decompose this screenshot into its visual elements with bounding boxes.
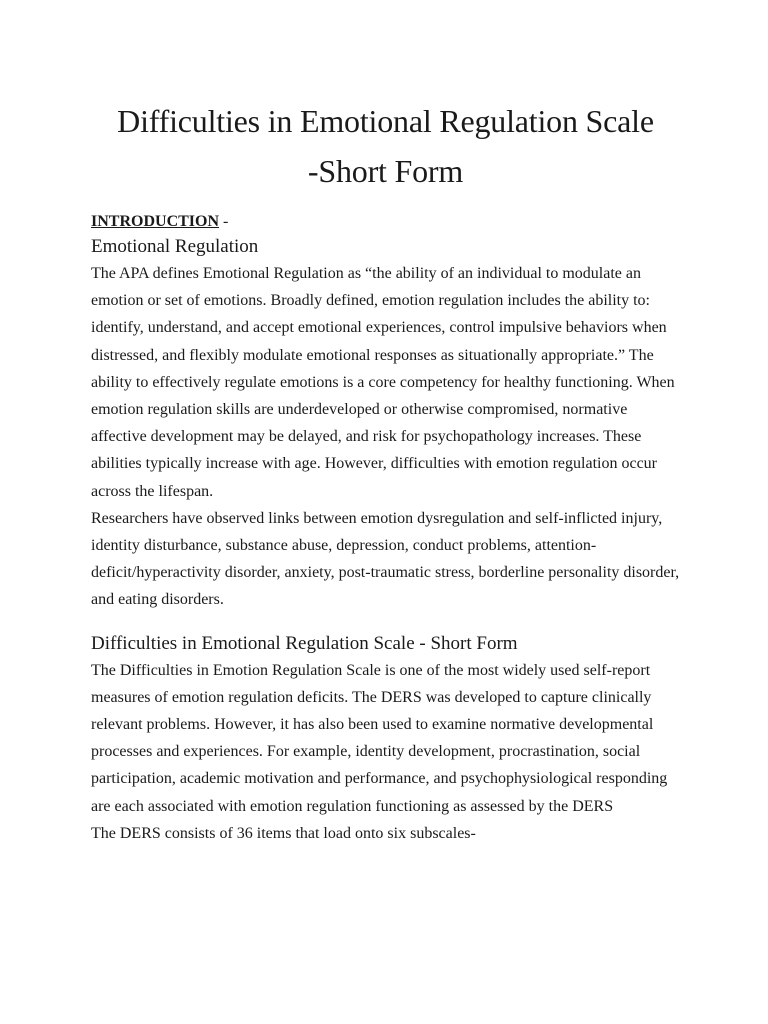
document-title-line-1: Difficulties in Emotional Regulation Scale <box>117 103 654 139</box>
document-title <box>91 0 680 196</box>
emotional-regulation-heading: Emotional Regulation <box>91 236 259 257</box>
section-spacer <box>91 614 680 631</box>
emotional-regulation-section <box>91 234 680 614</box>
introduction-label <box>91 210 680 234</box>
document-title-line-2: -Short Form <box>307 153 464 189</box>
emotional-regulation-paragraph-2: Researchers have observed links between emotion dysregulation and self-inflicted injury, identity disturbance, substance abuse, depression, conduct problems, attention-deficit/hyperactivity disorder, anxiety, post-traumatic stress, borderline personality disorder, and eating disorders. <box>91 509 680 609</box>
ders-paragraph-2: The DERS consists of 36 items that load onto six subscales- <box>91 824 476 842</box>
introduction-heading: INTRODUCTION <box>91 213 220 230</box>
ders-short-form-section <box>91 631 680 847</box>
emotional-regulation-paragraph-1: The APA defines Emotional Regulation as “the ability of an individual to modulate an emotion or set of emotions. Broadly defined, emotion regulation includes the ability to: identify, understand, and accept emotional experiences, control impulsive behaviors when distressed, and flexibly modulate emotional responses as situationally appropriate.” The ability to effectively regulate emotions is a core competency for healthy functioning. When emotion regulation skills are underdeveloped or otherwise compromised, normative affective development may be delayed, and risk for psychopathology increases. These abilities typically increase with age. However, difficulties with emotion regulation occur across the lifespan. <box>91 265 675 500</box>
ders-short-form-heading: Difficulties in Emotional Regulation Scale - Short Form <box>91 632 518 654</box>
introduction-suffix: - <box>219 213 229 230</box>
ders-paragraph-1: The Difficulties in Emotion Regulation Scale is one of the most widely used self-report measures of emotion regulation deficits. The DERS was developed to capture clinically relevant problems. However, it has also been used to examine normative developmental processes and experiences. For example, identity development, procrastination, social participation, academic motivation and performance, and psychophysiological responding are each associated with emotion regulation functioning as assessed by the DERS <box>91 661 668 815</box>
